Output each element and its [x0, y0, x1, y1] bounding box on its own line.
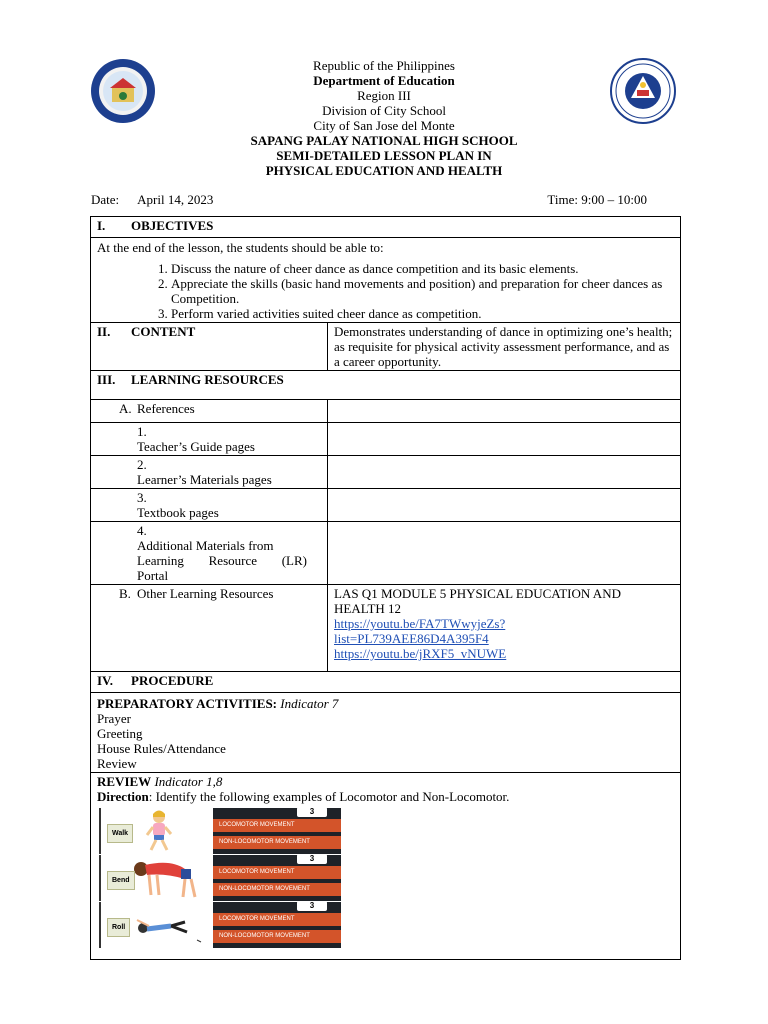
lr-word: (LR)	[281, 553, 307, 568]
movement-picture-bend	[99, 855, 341, 901]
picture-number: 3	[297, 901, 327, 911]
item-number: 3.	[137, 490, 147, 505]
option-non-locomotor[interactable]: NON-LOCOMOTOR MOVEMENT	[213, 836, 341, 849]
objectives-header-row	[91, 217, 681, 238]
textbook-row	[91, 489, 681, 522]
other-resources-label: B.	[119, 586, 131, 601]
lesson-plan-table	[90, 216, 681, 960]
other-resources-value: LAS Q1 MODULE 5 PHYSICAL EDUCATION AND HEALTH 12	[334, 586, 621, 616]
content-row	[91, 323, 681, 371]
movement-pictures	[99, 808, 339, 948]
walking-figure	[101, 808, 213, 854]
review-title: REVIEW	[97, 774, 152, 789]
bending-figure	[101, 855, 213, 901]
additional-materials-row	[91, 522, 681, 585]
references-text: References	[137, 401, 195, 416]
header-region: Region III	[357, 88, 411, 103]
picture-number: 3	[297, 807, 327, 817]
objectives-title: OBJECTIVES	[131, 218, 214, 233]
objective-item: 1. Discuss the nature of cheer dance as dance competition and its basic elements.	[171, 261, 674, 276]
direction-label: Direction	[97, 789, 149, 804]
content-title: CONTENT	[131, 324, 196, 339]
learners-materials-label: Learner’s Materials pages	[137, 472, 272, 487]
prep-item: House Rules/Attendance	[97, 741, 226, 756]
document-header	[0, 58, 768, 178]
header-city: City of San Jose del Monte	[313, 118, 455, 133]
preparatory-heading	[97, 696, 674, 711]
content-text: Demonstrates understanding of dance in optimizing one’s health; as requisite for physical activity assessment performance, and as a career opportunity.	[328, 323, 681, 371]
references-row	[91, 400, 681, 423]
item-number: 2.	[137, 457, 147, 472]
answer-panel	[213, 855, 341, 901]
answer-panel	[213, 902, 341, 948]
preparatory-title: PREPARATORY ACTIVITIES:	[97, 696, 278, 711]
textbook-label: Textbook pages	[137, 505, 219, 520]
review-heading	[97, 774, 674, 789]
youtube-link-2[interactable]: https://youtu.be/jRXF5_vNUWE	[334, 646, 507, 661]
header-department: Department of Education	[313, 73, 455, 88]
procedure-title: PROCEDURE	[131, 673, 214, 688]
direction-text: : Identify the following examples of Locomotor and Non-Locomotor.	[148, 789, 510, 804]
objectives-body-row	[91, 238, 681, 323]
references-label: A.	[119, 401, 132, 416]
movement-picture-walk	[99, 808, 341, 854]
teachers-guide-label: Teacher’s Guide pages	[137, 439, 255, 454]
header-subject: PHYSICAL EDUCATION AND HEALTH	[265, 163, 503, 178]
youtube-link-1-part1: https://youtu.be/FA7TWwyjeZs?	[334, 616, 506, 631]
additional-materials-line2	[137, 553, 307, 568]
date-time-line	[91, 192, 679, 208]
youtube-link-1-part2: list=PL739AEE86D4A395F4	[334, 631, 489, 646]
date-label: Date:	[91, 192, 120, 207]
direction-line	[97, 789, 674, 804]
header-division: Division of City School	[322, 103, 446, 118]
picture-label: Bend	[107, 871, 135, 890]
option-locomotor[interactable]: LOCOMOTOR MOVEMENT	[213, 819, 341, 832]
answer-panel	[213, 808, 341, 854]
prep-item: Prayer	[97, 711, 131, 726]
option-locomotor[interactable]: LOCOMOTOR MOVEMENT	[213, 866, 341, 879]
preparatory-row	[91, 693, 681, 773]
picture-label: Walk	[107, 824, 133, 843]
content-number: II.	[97, 324, 111, 339]
learners-materials-row	[91, 456, 681, 489]
objectives-list	[97, 261, 674, 321]
resources-number: III.	[97, 372, 116, 387]
other-resources-row	[91, 585, 681, 672]
date-value: April 14, 2023	[137, 192, 214, 207]
procedure-number: IV.	[97, 673, 114, 688]
option-non-locomotor[interactable]: NON-LOCOMOTOR MOVEMENT	[213, 930, 341, 943]
picture-label: Roll	[107, 918, 130, 937]
resources-title: LEARNING RESOURCES	[131, 372, 284, 387]
prep-item: Review	[97, 756, 137, 771]
preparatory-indicator: Indicator 7	[280, 696, 339, 711]
objectives-intro: At the end of the lesson, the students should be able to:	[97, 240, 384, 255]
procedure-header-row	[91, 672, 681, 693]
prep-item: Greeting	[97, 726, 143, 741]
review-indicator: Indicator 1,8	[154, 774, 223, 789]
picture-number: 3	[297, 854, 327, 864]
option-non-locomotor[interactable]: NON-LOCOMOTOR MOVEMENT	[213, 883, 341, 896]
objectives-number: I.	[97, 218, 106, 233]
additional-materials-label	[137, 538, 307, 583]
review-row	[91, 773, 681, 960]
movement-picture-roll	[99, 902, 341, 948]
time-value: Time: 9:00 – 10:00	[547, 192, 647, 207]
rolling-figure	[101, 902, 213, 948]
lr-word: Learning	[137, 553, 184, 568]
date-field	[91, 192, 213, 208]
teachers-guide-row	[91, 423, 681, 456]
item-number: 1.	[137, 424, 147, 439]
header-republic: Republic of the Philippines	[313, 58, 455, 73]
item-number: 4.	[137, 523, 147, 538]
header-plan-title: SEMI-DETAILED LESSON PLAN IN	[276, 148, 492, 163]
additional-materials-line1: Additional Materials from	[137, 538, 274, 553]
lr-word: Resource	[208, 553, 257, 568]
other-resources-text: Other Learning Resources	[137, 586, 274, 601]
objective-item: 3. Perform varied activities suited cheer dance as competition.	[171, 306, 674, 321]
resources-header-row	[91, 371, 681, 400]
header-school: SAPANG PALAY NATIONAL HIGH SCHOOL	[250, 133, 518, 148]
youtube-link-1[interactable]	[334, 616, 505, 646]
objective-item: 2. Appreciate the skills (basic hand movements and position) and preparation for cheer dances as Competition.	[171, 276, 674, 306]
additional-materials-line3: Portal	[137, 568, 169, 583]
option-locomotor[interactable]: LOCOMOTOR MOVEMENT	[213, 913, 341, 926]
